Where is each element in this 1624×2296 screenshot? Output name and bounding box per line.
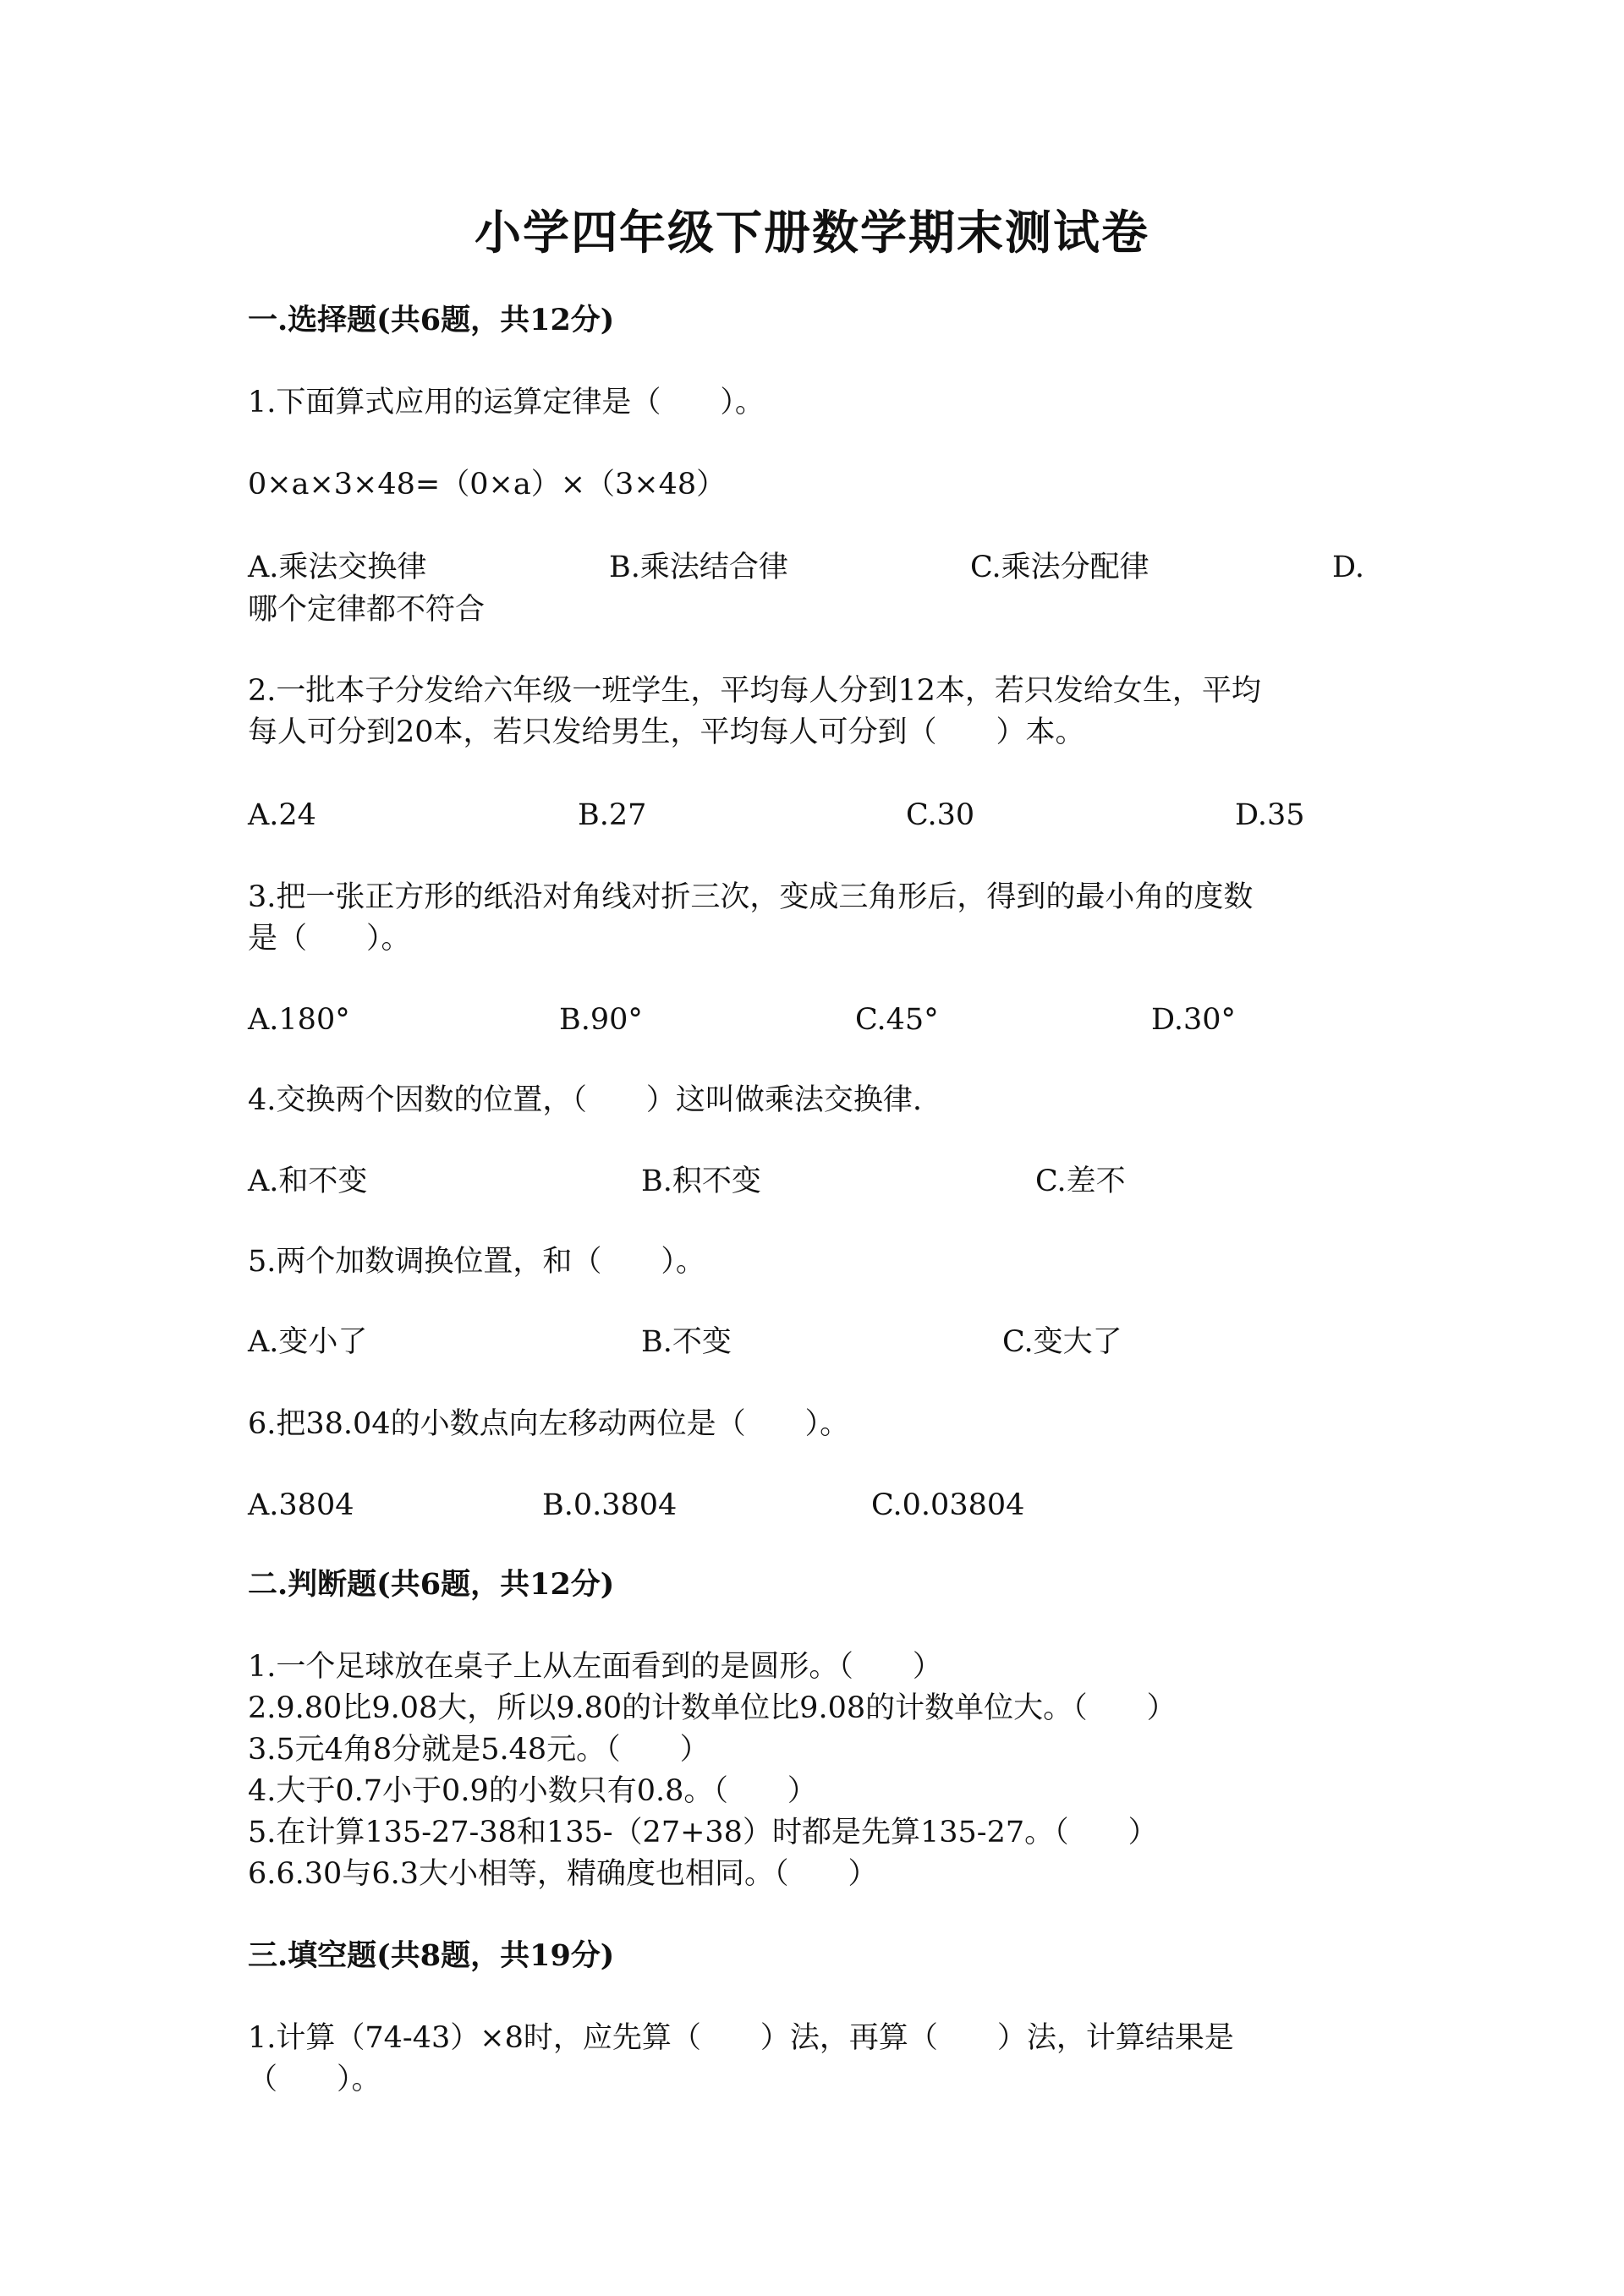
choice-q3-stem-line2: 是（ ）。 — [248, 922, 411, 956]
choice-q2-option-d: D.35 — [1235, 798, 1305, 832]
choice-q5-option-c: C.变大了 — [1002, 1325, 1122, 1359]
choice-q5-stem: 5.两个加数调换位置，和（ ）。 — [248, 1245, 705, 1279]
choice-q4-stem: 4.交换两个因数的位置，（ ）这叫做乘法交换律. — [248, 1083, 923, 1117]
choice-q2-stem-line1: 2.一批本子分发给六年级一班学生，平均每人分到12本，若只发给女生，平均 — [248, 674, 1261, 708]
section-heading-fill: 三.填空题(共8题，共19分) — [248, 1938, 615, 1973]
choice-q2-option-a: A.24 — [248, 798, 316, 832]
choice-q4-option-c: C.差不 — [1035, 1164, 1126, 1198]
choice-q4-option-a: A.和不变 — [248, 1164, 368, 1198]
choice-q2-option-c: C.30 — [906, 798, 975, 832]
choice-q3-option-b: B.90° — [559, 1003, 643, 1037]
fill-q1-line2: （ ）。 — [248, 2063, 381, 2096]
judge-item-1: 1.一个足球放在桌子上从左面看到的是圆形。（ ） — [248, 1650, 942, 1684]
choice-q3-option-a: A.180° — [248, 1003, 350, 1037]
page-title: 小学四年级下册数学期末测试卷 — [474, 205, 1149, 260]
section-heading-choice: 一.选择题(共6题，共12分) — [248, 303, 615, 337]
choice-q5-option-a: A.变小了 — [248, 1325, 368, 1359]
choice-q1-formula: 0×a×3×48=（0×a）×（3×48） — [248, 468, 727, 501]
choice-q3-stem-line1: 3.把一张正方形的纸沿对角线对折三次，变成三角形后，得到的最小角的度数 — [248, 880, 1254, 914]
section-heading-judge: 二.判断题(共6题，共12分) — [248, 1567, 615, 1602]
choice-q3-option-d: D.30° — [1151, 1003, 1236, 1037]
choice-q6-option-b: B.0.3804 — [542, 1488, 678, 1522]
choice-q6-stem: 6.把38.04的小数点向左移动两位是（ ）。 — [248, 1407, 850, 1441]
fill-q1-line1: 1.计算（74-43）×8时，应先算（ ）法，再算（ ）法，计算结果是 — [248, 2021, 1234, 2055]
choice-q5-option-b: B.不变 — [641, 1325, 732, 1359]
choice-q4-option-b: B.积不变 — [641, 1164, 761, 1198]
choice-q6-option-a: A.3804 — [248, 1488, 354, 1522]
choice-q6-option-c: C.0.03804 — [871, 1488, 1025, 1522]
choice-q1-stem: 1.下面算式应用的运算定律是（ ）。 — [248, 386, 765, 419]
choice-q2-option-b: B.27 — [578, 798, 647, 832]
choice-q1-option-d-text: 哪个定律都不符合 — [248, 593, 486, 627]
choice-q3-option-c: C.45° — [855, 1003, 939, 1037]
judge-item-2: 2.9.80比9.08大，所以9.80的计数单位比9.08的计数单位大。（ ） — [248, 1691, 1177, 1725]
judge-item-4: 4.大于0.7小于0.9的小数只有0.8。（ ） — [248, 1774, 817, 1808]
judge-item-5: 5.在计算135-27-38和135-（27+38）时都是先算135-27。（ ） — [248, 1816, 1158, 1849]
choice-q1-option-d: D. — [1332, 551, 1364, 584]
judge-item-3: 3.5元4角8分就是5.48元。（ ） — [248, 1733, 710, 1767]
judge-item-6: 6.6.30与6.3大小相等，精确度也相同。（ ） — [248, 1857, 878, 1891]
choice-q1-option-a: A.乘法交换律 — [248, 551, 427, 584]
choice-q1-option-c: C.乘法分配律 — [970, 551, 1149, 584]
choice-q1-option-b: B.乘法结合律 — [609, 551, 788, 584]
choice-q2-stem-line2: 每人可分到20本，若只发给男生，平均每人可分到（ ）本。 — [248, 715, 1085, 749]
